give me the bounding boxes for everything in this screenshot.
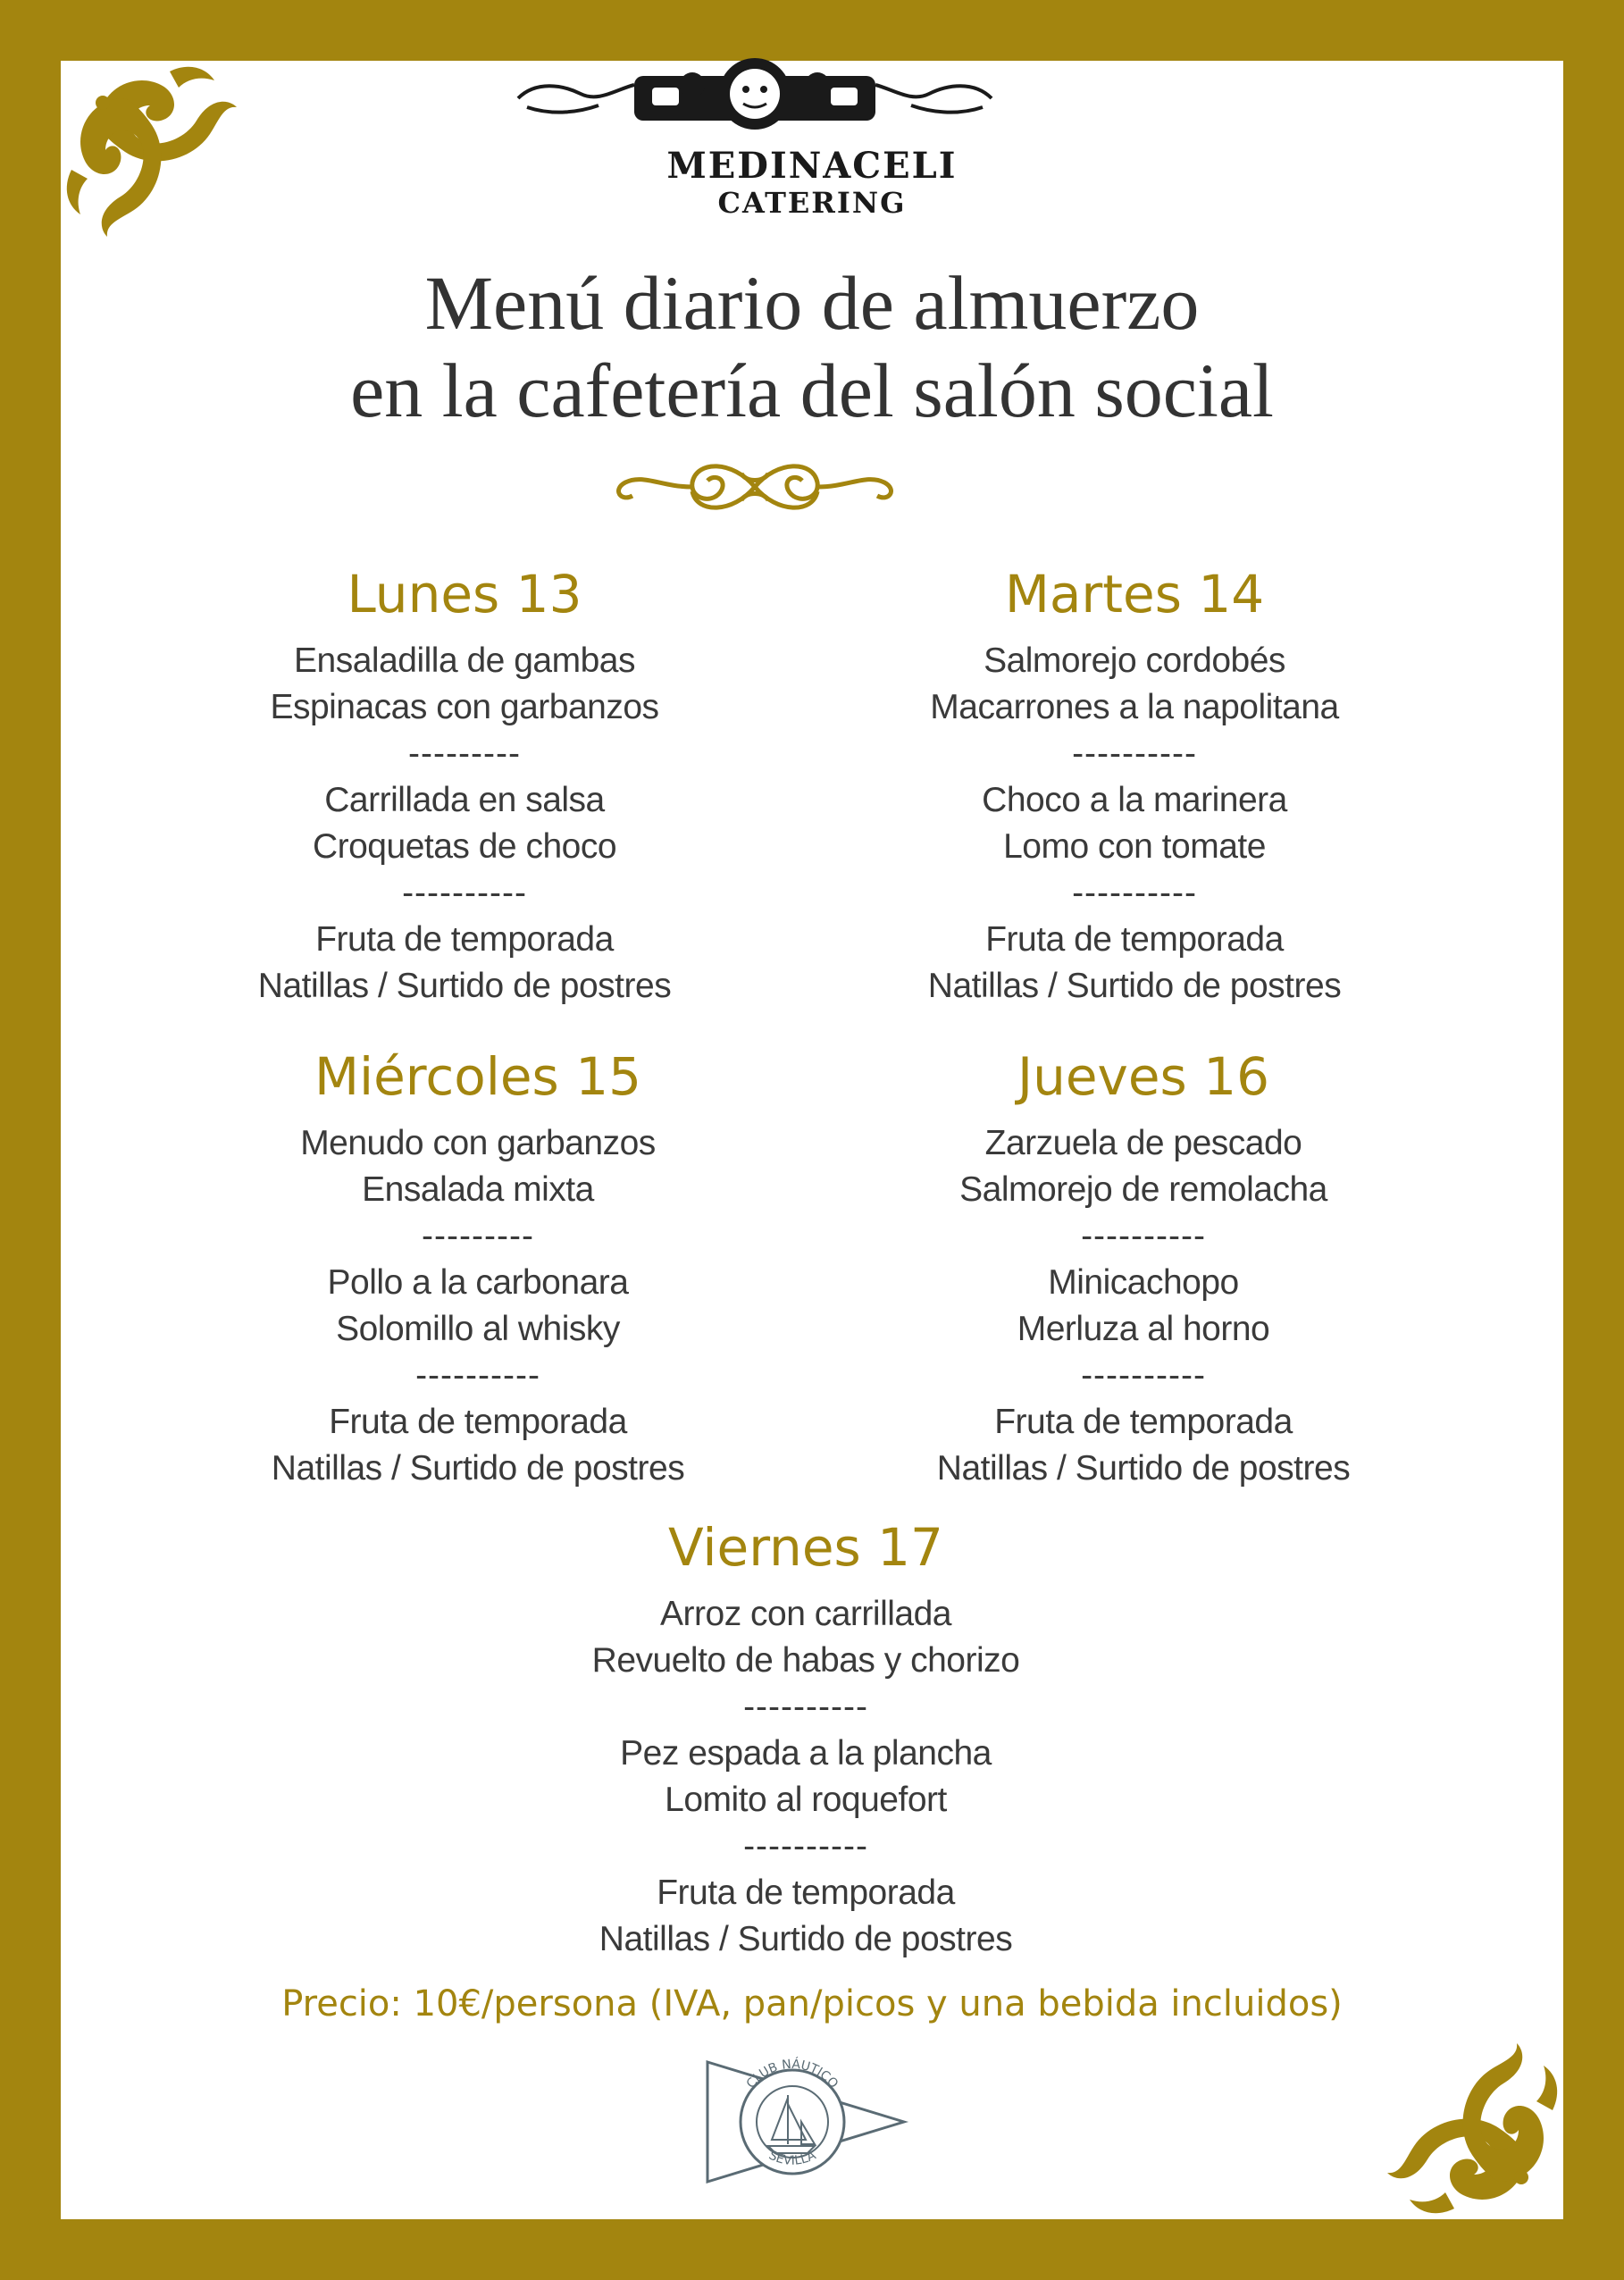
club-logo-text-bottom: SEVILLA [766, 2148, 818, 2168]
dish-item: Natillas / Surtido de postres [257, 967, 672, 1005]
course-separator: ---------- [1072, 734, 1197, 773]
dish-item: Menudo con garbanzos [300, 1124, 656, 1162]
brand-subtitle: CATERING [717, 186, 907, 220]
dish-item: Fruta de temporada [994, 1403, 1293, 1441]
dish-item: Croquetas de choco [312, 827, 617, 866]
dish-item: Natillas / Surtido de postres [927, 967, 1342, 1005]
day-heading: Lunes 13 [347, 564, 582, 624]
dish-item: Arroz con carrillada [660, 1595, 951, 1633]
course-separator: ---------- [415, 1356, 540, 1395]
day-heading: Viernes 17 [668, 1517, 943, 1578]
course-separator: ---------- [402, 874, 527, 912]
course-separator: ---------- [1081, 1217, 1206, 1255]
dish-item: Revuelto de habas y chorizo [591, 1641, 1020, 1680]
day-block-lunes [170, 563, 759, 1010]
dish-item: Pez espada a la plancha [620, 1734, 992, 1773]
course-separator: --------- [408, 734, 521, 773]
dish-item: Ensaladilla de gambas [294, 641, 635, 680]
club-logo-text-top: CLUB NÁUTICO [743, 2057, 841, 2091]
day-heading: Jueves 16 [1017, 1046, 1269, 1107]
dish-item: Espinacas con garbanzos [270, 688, 659, 726]
course-separator: ---------- [743, 1827, 868, 1865]
dish-item: Zarzuela de pescado [984, 1124, 1302, 1162]
dish-item: Fruta de temporada [985, 920, 1284, 959]
dish-item: Salmorejo cordobés [984, 641, 1285, 680]
dish-item: Macarrones a la napolitana [930, 688, 1339, 726]
course-separator: --------- [422, 1217, 534, 1255]
course-separator: ---------- [743, 1688, 868, 1726]
dish-item: Fruta de temporada [657, 1873, 955, 1912]
dish-item: Minicachopo [1048, 1263, 1239, 1302]
menu-title-line-1: Menú diario de almuerzo [424, 260, 1200, 346]
dish-item: Lomito al roquefort [665, 1781, 947, 1819]
dish-item: Carrillada en salsa [324, 781, 605, 819]
divider-ornament [607, 447, 902, 527]
dish-item: Solomillo al whisky [336, 1310, 620, 1348]
dish-item: Ensalada mixta [362, 1170, 594, 1209]
club-nautico-logo [699, 2055, 913, 2189]
day-heading: Miércoles 15 [314, 1046, 642, 1107]
dish-item: Choco a la marinera [982, 781, 1287, 819]
corner-ornament-bottom-right [1383, 2012, 1588, 2244]
dish-item: Salmorejo de remolacha [959, 1170, 1327, 1209]
day-block-jueves [849, 1045, 1438, 1492]
day-block-miercoles [183, 1045, 773, 1492]
course-separator: ---------- [1072, 874, 1197, 912]
dish-item: Fruta de temporada [315, 920, 614, 959]
dish-item: Merluza al horno [1017, 1310, 1270, 1348]
day-heading: Martes 14 [1004, 564, 1265, 624]
dish-item: Natillas / Surtido de postres [271, 1449, 685, 1488]
dish-item: Lomo con tomate [1003, 827, 1266, 866]
brand-name: MEDINACELI [666, 145, 958, 187]
price-note: Precio: 10€/persona (IVA, pan/picos y una bebida incluidos) [281, 1983, 1343, 2024]
dish-item: Natillas / Surtido de postres [599, 1920, 1013, 1958]
day-block-martes [840, 563, 1429, 1010]
menu-title-line-2: en la cafetería del salón social [350, 348, 1274, 433]
dish-item: Natillas / Surtido de postres [936, 1449, 1351, 1488]
dish-item: Pollo a la carbonara [327, 1263, 629, 1302]
dish-item: Fruta de temporada [329, 1403, 627, 1441]
day-block-viernes [511, 1516, 1101, 1963]
course-separator: ---------- [1081, 1356, 1206, 1395]
catering-logo-ornament [500, 45, 1009, 143]
